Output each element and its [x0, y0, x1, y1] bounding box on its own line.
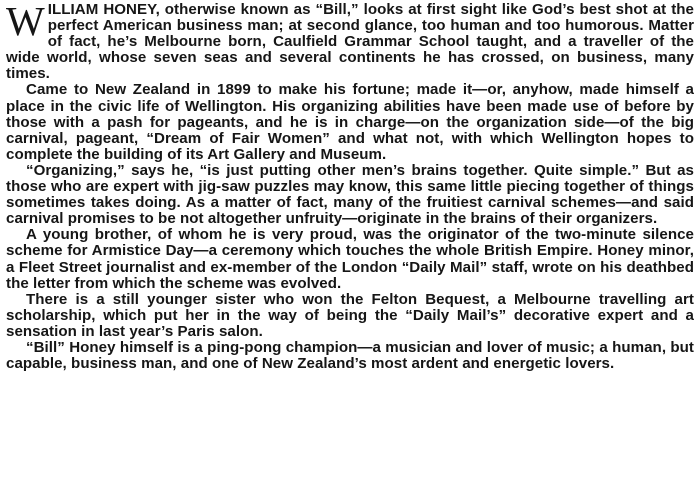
- paragraph-organizing: “Organizing,” says he, “is just putting other men’s brains together. Quite simple.” But as those who are expert with jig-saw puzzles may know, this same little piecing together of things sometimes takes doing. As a matter of fact, many of the fruitiest carnival schemes—and said carnival promises to be not altogether unfruity—originate in the brains of their organizers.: [6, 161, 694, 228]
- paragraph-sister: There is a still younger sister who won the Felton Bequest, a Melbourne travelling art scholarship, which put her in the way of being the “Daily Mail’s” decorative expert and a sensation in last year’s Paris salon.: [6, 290, 694, 340]
- paragraph-brother: A young brother, of whom he is very proud, was the originator of the two-minute silence scheme for Armistice Day—a ceremony which touches the whole British Empire. Honey minor, a Fleet Street journalist and ex-member of the London “Daily Mail” staff, wrote on his deathbed the letter from which the scheme was evolved.: [6, 226, 694, 292]
- paragraph-intro: [6, 2, 694, 82]
- paragraph-intro-text: ILLIAM HONEY, otherwise known as “Bill,” looks at first sight like God’s best shot at the perfect American business man; at second glance, too human and too humorous. Matter of fact, he’s Melbourne born, Caulfield Grammar School taught, and a traveller of the wide world, whose seven seas and several continents he has crossed, on business, many times.: [6, 1, 694, 83]
- paragraph-new-zealand: Came to New Zealand in 1899 to make his fortune; made it—or, anyhow, made himself a place in the civic life of Wellington. His organizing abilities have been made use of before by those with a pash for pageants, and he is in charge—on the organization side—of the big carnival, pageant, “Dream of Fair Women” and what not, with which Wellington hopes to complete the building of its Art Gallery and Museum.: [6, 81, 694, 163]
- drop-cap-letter: W: [6, 0, 45, 44]
- paragraph-ping-pong: “Bill” Honey himself is a ping-pong champion—a musician and lover of music; a human, but capable, business man, and one of New Zealand’s most ardent and energetic lovers.: [6, 338, 694, 373]
